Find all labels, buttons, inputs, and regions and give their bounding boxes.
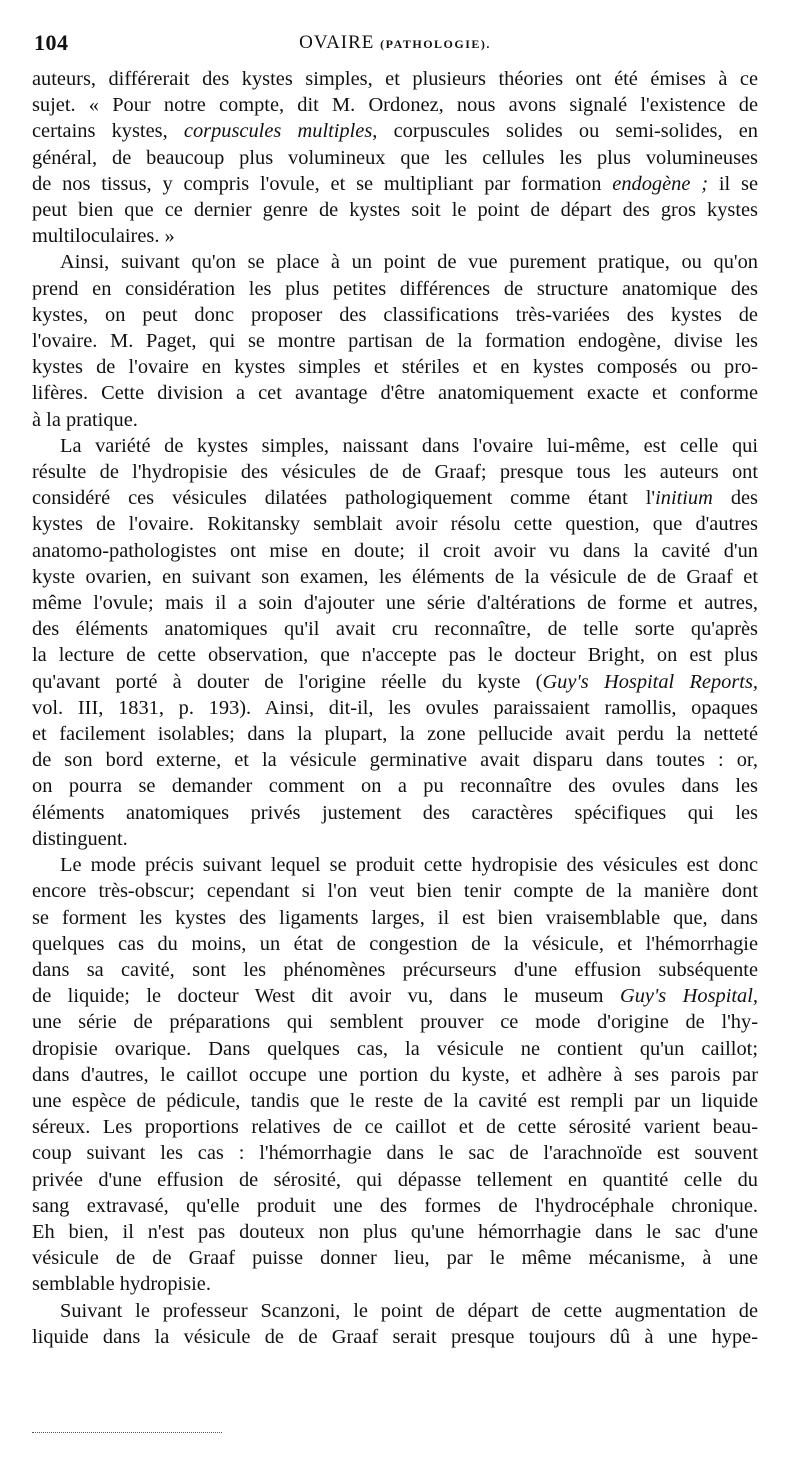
text-line: auteurs, différerait des kystes simples, et plusieurs théories ont été émises à ce: [32, 68, 758, 90]
text-line: à la pratique.: [32, 408, 138, 431]
text-line: lifères. Cette division a cet avantage d'être anatomiquement exacte et conforme: [32, 382, 758, 405]
text-line: considéré ces vésicules dilatées pathologiquement comme étant l'initium des: [32, 487, 758, 510]
text-line: vésicule de de Graaf puisse donner lieu, par le même mécanisme, à une: [32, 1247, 758, 1270]
text-line: des éléments anatomiques qu'il avait cru reconnaître, de telle sorte qu'après: [32, 618, 758, 641]
text-line: semblable hydropisie.: [32, 1273, 211, 1296]
text-line: Le mode précis suivant lequel se produit cette hydropisie des vésicules est donc: [60, 854, 758, 877]
page-number: 104: [34, 30, 69, 55]
paragraph: [32, 66, 758, 249]
text-line: de son bord externe, et la vésicule germinative avait disparu dans toutes : or,: [32, 749, 758, 772]
text-line: coup suivant les cas : l'hémorrhagie dans le sac de l'arachnoïde est souvent: [32, 1142, 758, 1165]
text-line: peut bien que ce dernier genre de kystes soit le point de départ des gros kystes: [32, 199, 758, 222]
paragraph: [32, 1298, 758, 1350]
text-line: distinguent.: [32, 827, 128, 850]
text-line: encore très-obscur; cependant si l'on veut bien tenir compte de la manière dont: [32, 880, 758, 903]
text-line: se forment les kystes des ligaments larges, il est bien vraisemblable que, dans: [32, 906, 758, 929]
paragraph: [32, 249, 758, 432]
text-line: général, de beaucoup plus volumineux que les cellules les plus volumineuses: [32, 146, 758, 169]
text-line: l'ovaire. M. Paget, qui se montre partisan de la formation endogène, divise les: [32, 330, 758, 353]
text-line: quelques cas du moins, un état de congestion de la vésicule, et l'hémorrhagie: [32, 932, 758, 955]
running-head-subtitle: (PATHOLOGIE).: [380, 37, 491, 51]
paragraph: [32, 852, 758, 1297]
text-line: privée d'une effusion de sérosité, qui dépasse tellement en quantité celle du: [32, 1168, 758, 1191]
text-line: résulte de l'hydropisie des vésicules de de Graaf; presque tous les auteurs ont: [32, 461, 758, 484]
text-line: séreux. Les proportions relatives de ce caillot et de cette sérosité varient beau-: [32, 1116, 758, 1139]
text-line: dans sa cavité, sont les phénomènes précurseurs d'une effusion subséquente: [32, 958, 758, 981]
text-line: sang extravasé, qu'elle produit une des formes de l'hydrocéphale chronique.: [32, 1194, 758, 1217]
text-line: dropisie ovarique. Dans quelques cas, la vésicule ne contient qu'un caillot;: [32, 1037, 758, 1060]
text-line: anatomo-pathologistes ont mise en doute; il croit avoir vu dans la cavité d'un: [32, 539, 758, 562]
text-line: liquide dans la vésicule de de Graaf serait presque toujours dû à une hype-: [32, 1325, 758, 1348]
text-line: certains kystes, corpuscules multiples, corpuscules solides ou semi-solides, en: [32, 120, 759, 143]
text-line: dans d'autres, le caillot occupe une portion du kyste, et adhère à ses parois par: [32, 1063, 758, 1086]
text-line: et facilement isolables; dans la plupart, la zone pellucide avait perdu la netteté: [32, 723, 758, 746]
text-line: même l'ovule; mais il a soin d'ajouter une série d'altérations de forme et autres,: [32, 592, 758, 615]
text-line: de nos tissus, y compris l'ovule, et se multipliant par formation endogène ; il se: [32, 172, 759, 195]
text-line: kystes, on peut donc proposer des classifications très-variées des kystes de: [32, 303, 758, 326]
text-line: Eh bien, il n'est pas douteux non plus qu'une hémorrhagie dans le sac d'une: [32, 1220, 758, 1243]
text-line: multiloculaires. »: [32, 225, 175, 248]
text-line: la lecture de cette observation, que n'accepte pas le docteur Bright, on est plus: [32, 644, 758, 667]
body-text: [32, 66, 758, 1350]
text-line: Suivant le professeur Scanzoni, le point de départ de cette augmentation de: [60, 1299, 758, 1322]
text-line: de liquide; le docteur West dit avoir vu, dans le museum Guy's Hospital,: [32, 985, 758, 1008]
text-line: kystes de l'ovaire en kystes simples et stériles et en kystes composés ou pro-: [32, 356, 758, 379]
footnote-rule: [32, 1432, 222, 1433]
text-line: une espèce de pédicule, tandis que le reste de la cavité est rempli par un liquide: [32, 1089, 758, 1112]
text-line: kyste ovarien, en suivant son examen, les éléments de la vésicule de de Graaf et: [32, 565, 758, 588]
running-head: [32, 32, 758, 54]
text-line: éléments anatomiques privés justement des caractères spécifiques qui les: [32, 801, 758, 824]
text-line: prend en considération les plus petites différences de structure anatomique des: [32, 277, 758, 300]
text-line: vol. III, 1831, p. 193). Ainsi, dit-il, les ovules paraissaient ramollis, opaques: [32, 696, 758, 719]
text-line: on pourra se demander comment on a pu reconnaître des ovules dans les: [32, 775, 758, 798]
text-line: qu'avant porté à douter de l'origine réelle du kyste (Guy's Hospital Reports,: [32, 670, 758, 693]
paragraph: [32, 433, 758, 852]
text-line: Ainsi, suivant qu'on se place à un point de vue purement pratique, ou qu'on: [60, 251, 758, 274]
book-page: [32, 30, 758, 1350]
text-line: kystes de l'ovaire. Rokitansky semblait avoir résolu cette question, que d'autres: [32, 513, 758, 536]
page-header: [32, 30, 758, 56]
running-head-title: OVAIRE: [299, 32, 375, 53]
text-line: sujet. « Pour notre compte, dit M. Ordonez, nous avons signalé l'existence de: [32, 94, 758, 117]
text-line: La variété de kystes simples, naissant dans l'ovaire lui-même, est celle qui: [60, 434, 758, 457]
text-line: une série de préparations qui semblent prouver ce mode d'origine de l'hy-: [32, 1011, 758, 1034]
